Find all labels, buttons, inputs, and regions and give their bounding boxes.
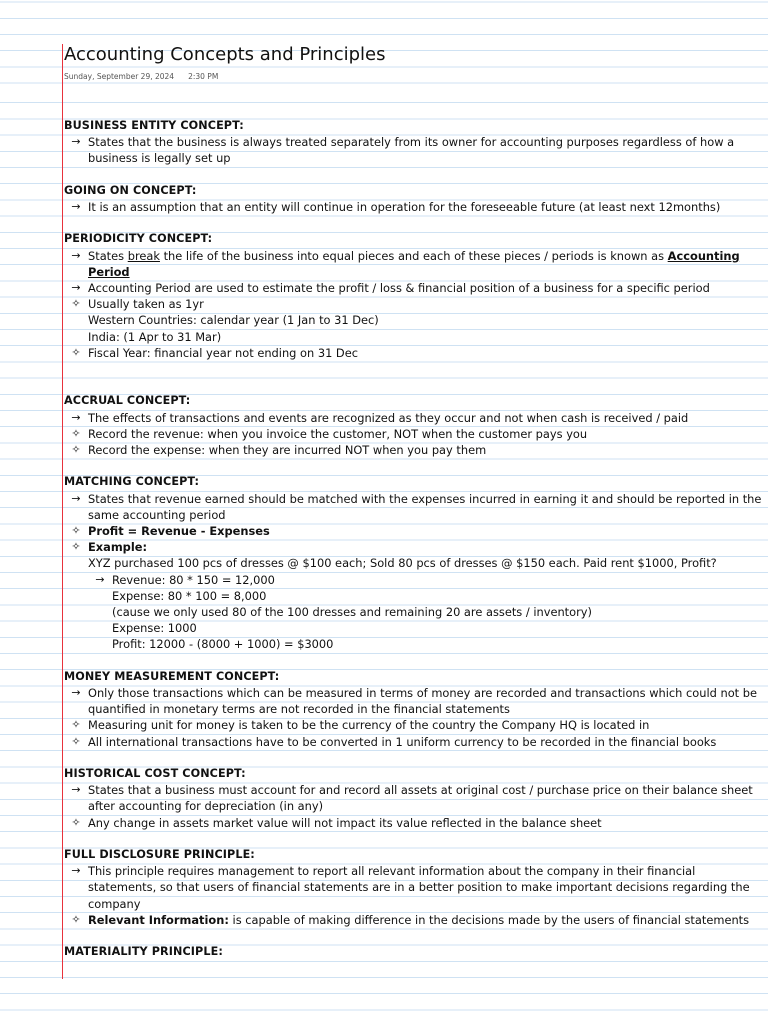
plain-line: XYZ purchased 100 pcs of dresses @ $100 each; Sold 80 pcs of dresses @ $150 each. Paid rent $1000, Profit? [88, 556, 717, 571]
diamond-icon: ✧ [71, 426, 81, 440]
bullet-text: It is an assumption that an entity will continue in operation for the foreseeable future (at least next 12months) [88, 200, 721, 214]
plain-line: Profit: 12000 - (8000 + 1000) = $3000 [112, 637, 334, 652]
list-item [64, 912, 764, 928]
page-title[interactable]: Accounting Concepts and Principles [64, 44, 386, 65]
arrow-icon: → [95, 572, 105, 586]
list-item [64, 296, 764, 312]
diamond-icon: ✧ [71, 734, 81, 748]
plain-line: (cause we only used 80 of the 100 dresses and remaining 20 are assets / inventory) [112, 605, 592, 620]
arrow-icon: → [71, 783, 81, 797]
list-item [64, 782, 764, 814]
diamond-icon: ✧ [71, 540, 81, 554]
bold-text: Relevant Information: [88, 912, 229, 927]
list-item [64, 345, 764, 361]
list-item [64, 199, 764, 215]
bullet-text [88, 248, 764, 280]
diamond-icon: ✧ [71, 524, 81, 538]
list-item [64, 734, 764, 750]
section-heading-materiality: MATERIALITY PRINCIPLE: [64, 945, 223, 959]
arrow-icon: → [71, 248, 81, 262]
section-heading-money-measurement: MONEY MEASUREMENT CONCEPT: [64, 669, 280, 683]
bullet-text: States that a business must account for and record all assets at original cost / purchase price on their balance sheet after accounting for depreciation (in any) [88, 783, 753, 814]
diamond-icon: ✧ [71, 345, 81, 359]
bold-underlined-text: Accounting Period [88, 248, 740, 279]
section-heading-going-on: GOING ON CONCEPT: [64, 183, 197, 197]
list-item [64, 863, 764, 912]
bullet-text: This principle requires management to report all relevant information about the company in their financial statements, so that users of financial statements are in a better position to make important decisions regarding the company [88, 864, 750, 911]
note-content[interactable] [64, 118, 764, 960]
arrow-icon: → [71, 864, 81, 878]
section-heading-accrual: ACCRUAL CONCEPT: [64, 394, 191, 408]
bullet-text: Record the revenue: when you invoice the customer, NOT when the customer pays you [88, 426, 588, 441]
notebook-margin-line [62, 44, 63, 979]
bullet-text: Example: [88, 540, 148, 555]
arrow-icon: → [71, 686, 81, 700]
plain-line: Western Countries: calendar year (1 Jan to 31 Dec) [88, 313, 379, 328]
bullet-text: Fiscal Year: financial year not ending on 31 Dec [88, 345, 358, 360]
bullet-text: Usually taken as 1yr [88, 297, 204, 312]
list-item [64, 572, 764, 588]
text-run: States [88, 248, 128, 263]
diamond-icon: ✧ [71, 718, 81, 732]
list-item [64, 442, 764, 458]
list-item [64, 426, 764, 442]
bullet-text: Accounting Period are used to estimate the profit / loss & financial position of a business for a specific period [88, 281, 710, 295]
arrow-icon: → [71, 491, 81, 505]
bullet-text: Measuring unit for money is taken to be the currency of the country the Company HQ is located in [88, 718, 650, 733]
list-item [64, 134, 764, 166]
arrow-icon: → [71, 281, 81, 294]
bullet-text: Record the expense: when they are incurred NOT when you pay them [88, 443, 487, 458]
bullet-text: Revenue: 80 * 150 = 12,000 [112, 572, 275, 587]
plain-line: Expense: 80 * 100 = 8,000 [112, 588, 267, 603]
bullet-text: Profit = Revenue - Expenses [88, 524, 270, 539]
section-heading-full-disclosure: FULL DISCLOSURE PRINCIPLE: [64, 848, 255, 862]
list-item [64, 539, 764, 555]
section-heading-matching: MATCHING CONCEPT: [64, 475, 200, 489]
bullet-text: States that revenue earned should be matched with the expenses incurred in earning it and should be reported in the same accounting period [88, 491, 762, 522]
underlined-text: break [127, 248, 160, 263]
page-time: 2:30 PM [188, 72, 219, 81]
plain-line: India: (1 Apr to 31 Mar) [88, 329, 222, 344]
arrow-icon: → [71, 200, 81, 213]
page-date: Sunday, September 29, 2024 [64, 72, 175, 81]
text-run: the life of the business into equal pieces and each of these pieces / periods is known as [159, 248, 668, 263]
list-item [64, 248, 764, 280]
bullet-text: Any change in assets market value will not impact its value reflected in the balance sheet [88, 815, 602, 830]
bullet-text: States that the business is always treated separately from its owner for accounting purposes regardless of how a business is legally set up [88, 135, 735, 166]
bullet-text: All international transactions have to be converted in 1 uniform currency to be recorded in the financial books [88, 734, 717, 749]
section-heading-historical-cost: HISTORICAL COST CONCEPT: [64, 767, 246, 781]
list-item [64, 717, 764, 733]
bullet-text: Only those transactions which can be measured in terms of money are recorded and transactions which could not be quantified in monetary terms are not recorded in the financial statements [88, 686, 757, 717]
list-item [64, 410, 764, 426]
bullet-text [88, 912, 764, 928]
list-item [64, 815, 764, 831]
arrow-icon: → [71, 410, 81, 424]
section-heading-periodicity: PERIODICITY CONCEPT: [64, 232, 213, 246]
diamond-icon: ✧ [71, 815, 81, 829]
bullet-text: The effects of transactions and events are recognized as they occur and not when cash is received / paid [88, 410, 689, 425]
section-heading-business-entity: BUSINESS ENTITY CONCEPT: [64, 119, 244, 132]
list-item [64, 280, 764, 296]
diamond-icon: ✧ [71, 443, 81, 457]
plain-line: Expense: 1000 [112, 621, 197, 636]
page-timestamp [64, 72, 218, 81]
arrow-icon: → [71, 135, 81, 149]
list-item [64, 491, 764, 523]
text-run: is capable of making difference in the decisions made by the users of financial statements [228, 912, 750, 927]
diamond-icon: ✧ [71, 912, 81, 926]
diamond-icon: ✧ [71, 297, 81, 311]
list-item [64, 685, 764, 717]
list-item [64, 523, 764, 539]
